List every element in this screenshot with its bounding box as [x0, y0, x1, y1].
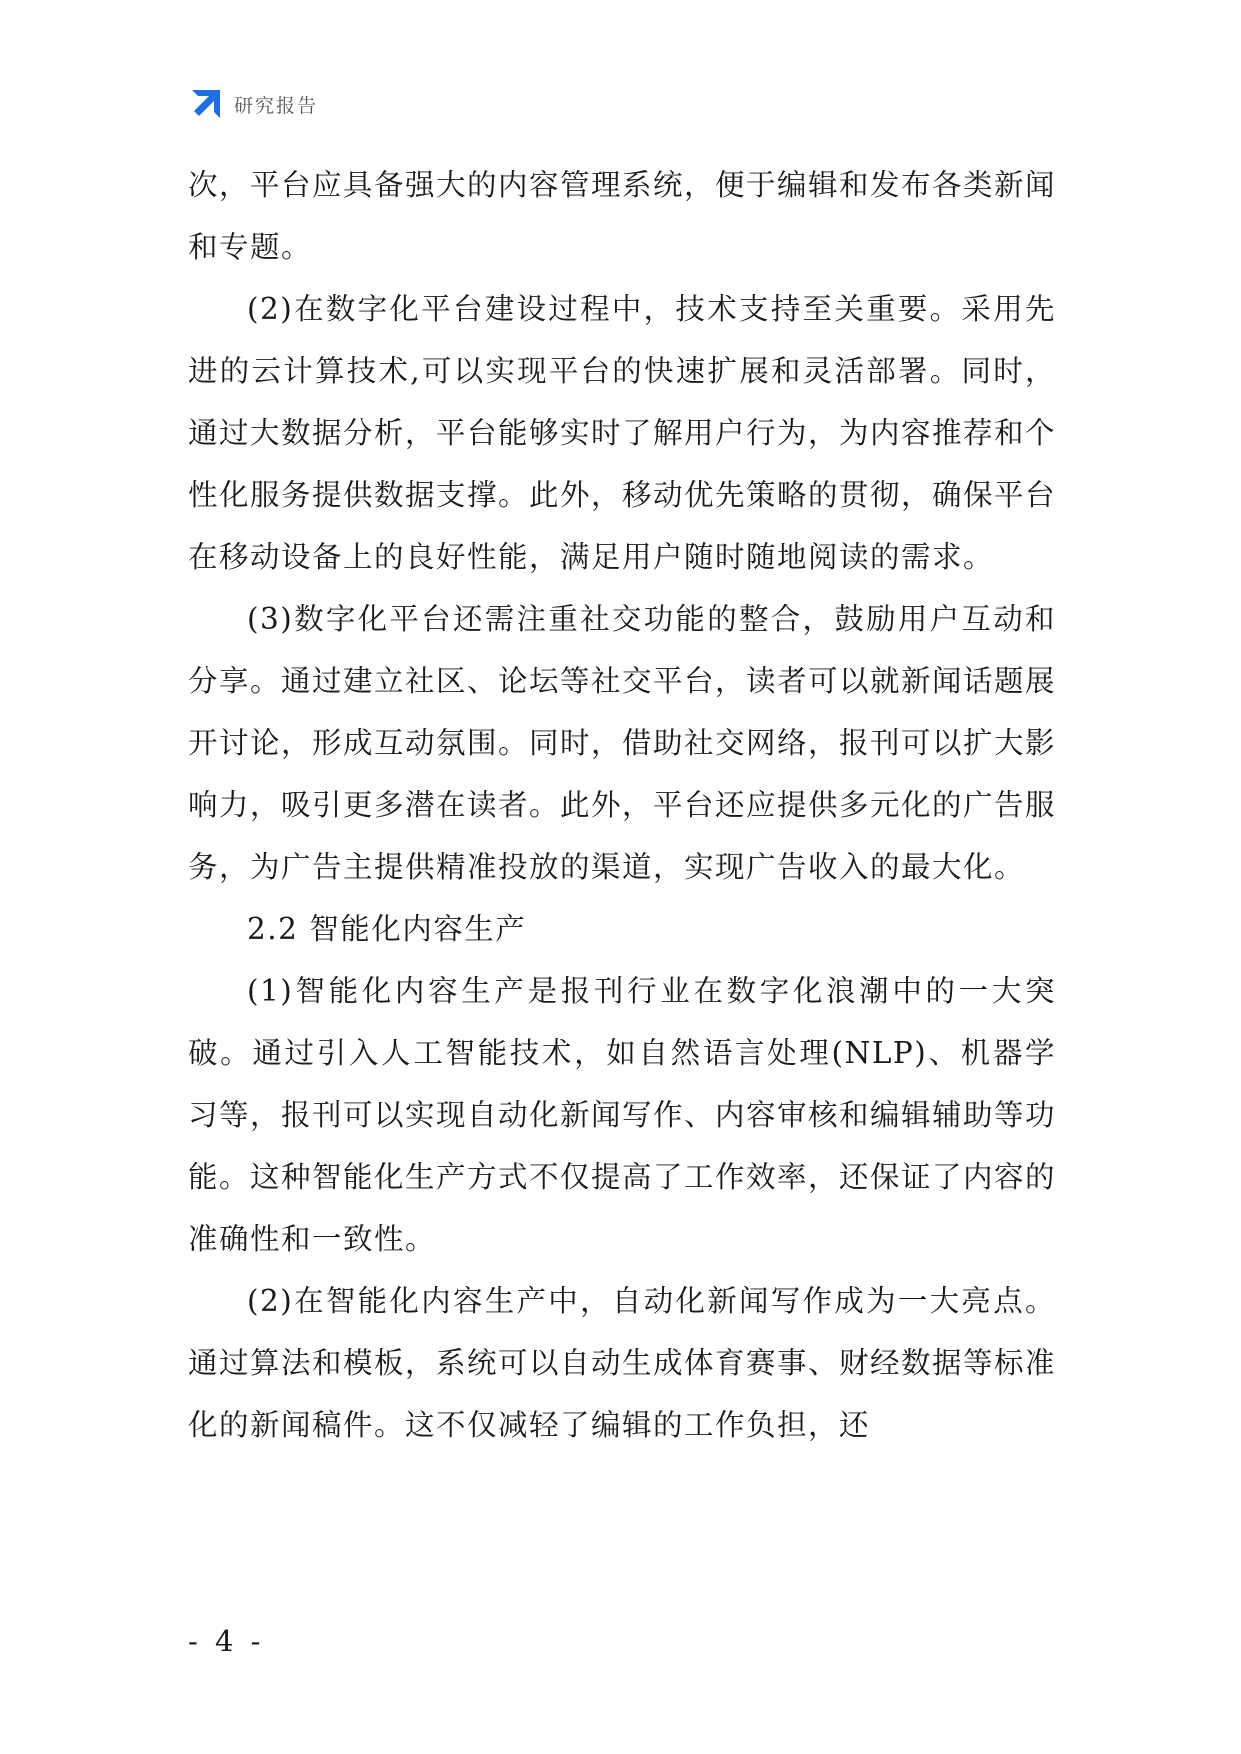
header-title: 研究报告 — [234, 94, 319, 117]
paragraph-continued: 次，平台应具备强大的内容管理系统，便于编辑和发布各类新闻和专题。 — [188, 168, 1057, 264]
paragraph-1-intelligent: (1)智能化内容生产是报刊行业在数字化浪潮中的一大突破。通过引入人工智能技术，如自然语言处理(NLP)、机器学习等，报刊可以实现自动化新闻写作、内容审核和编辑辅助等功能。这种智能化生产方式不仅提高了工作效率，还保证了内容的准确性和一致性。 — [188, 974, 1057, 1256]
arrow-up-right-icon — [188, 86, 224, 122]
paragraph-2-technology: (2)在数字化平台建设过程中，技术支持至关重要。采用先进的云计算技术,可以实现平台的快速扩展和灵活部署。同时，通过大数据分析，平台能够实时了解用户行为，为内容推荐和个性化服务提供数据支撑。此外，移动优先策略的贯彻，确保平台在移动设备上的良好性能，满足用户随时随地阅读的需求。 — [188, 292, 1057, 574]
document-body — [188, 154, 1056, 1456]
page-header — [188, 86, 318, 122]
page-number: - 4 - — [188, 1624, 265, 1658]
paragraph-3-social: (3)数字化平台还需注重社交功能的整合，鼓励用户互动和分享。通过建立社区、论坛等社交平台，读者可以就新闻话题展开讨论，形成互动氛围。同时，借助社交网络，报刊可以扩大影响力，吸引更多潜在读者。此外，平台还应提供多元化的广告服务，为广告主提供精准投放的渠道，实现广告收入的最大化。 — [188, 602, 1057, 884]
paragraph-2-automation: (2)在智能化内容生产中，自动化新闻写作成为一大亮点。通过算法和模板，系统可以自动生成体育赛事、财经数据等标准化的新闻稿件。这不仅减轻了编辑的工作负担，还 — [188, 1284, 1057, 1442]
section-heading: 2.2 智能化内容生产 — [247, 912, 527, 946]
